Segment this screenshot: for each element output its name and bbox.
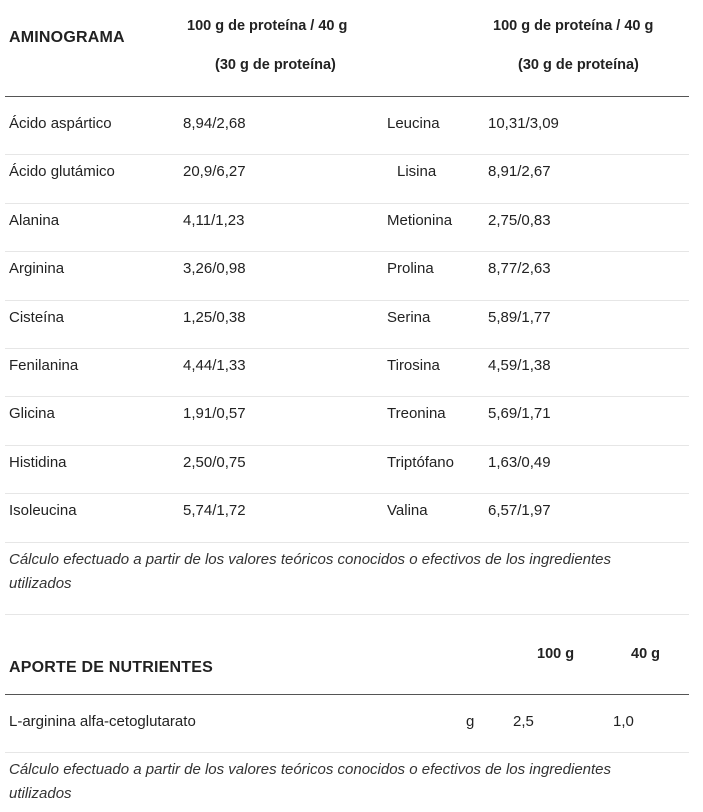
aporte-header-divider [5, 694, 689, 695]
aminograma-footnote: Cálculo efectuado a partir de los valores teóricos conocidos o efectivos de los ingredientes utilizados [9, 551, 612, 592]
row-divider [5, 752, 689, 753]
amino-name-right: Prolina [387, 260, 434, 277]
amino-name-left: Ácido glutámico [9, 163, 115, 180]
amino-value-right: 8,91/2,67 [488, 163, 551, 180]
amino-value-right: 8,77/2,63 [488, 260, 551, 277]
row-divider [5, 445, 689, 446]
amino-value-left: 4,44/1,33 [183, 357, 246, 374]
aporte-title: APORTE DE NUTRIENTES [9, 659, 214, 676]
amino-value-left: 5,74/1,72 [183, 502, 246, 519]
amino-name-right: Treonina [387, 405, 446, 422]
row-divider [5, 154, 689, 155]
aminograma-col2-header-line1: 100 g de proteína / 40 g [493, 18, 654, 34]
amino-name-right: Leucina [387, 115, 440, 132]
nutrient-value-100g: 2,5 [513, 713, 534, 730]
amino-name-left: Isoleucina [9, 502, 77, 519]
amino-value-right: 10,31/3,09 [488, 115, 559, 132]
amino-value-right: 4,59/1,38 [488, 357, 551, 374]
amino-value-right: 1,63/0,49 [488, 454, 551, 471]
amino-value-left: 20,9/6,27 [183, 163, 246, 180]
amino-name-right: Triptófano [387, 454, 454, 471]
aminograma-col2-header-line2: (30 g de proteína) [518, 57, 639, 73]
header-divider [5, 96, 689, 97]
amino-value-left: 1,25/0,38 [183, 309, 246, 326]
amino-value-right: 2,75/0,83 [488, 212, 551, 229]
aminograma-title: AMINOGRAMA [9, 29, 125, 46]
amino-value-left: 1,91/0,57 [183, 405, 246, 422]
amino-name-left: Fenilanina [9, 357, 79, 374]
amino-value-right: 6,57/1,97 [488, 502, 551, 519]
aminograma-col1-header-line2: (30 g de proteína) [215, 57, 336, 73]
amino-name-left: Glicina [9, 405, 55, 422]
amino-value-left: 2,50/0,75 [183, 454, 246, 471]
nutrient-unit: g [466, 713, 475, 730]
amino-value-left: 4,11/1,23 [183, 212, 245, 229]
amino-value-left: 3,26/0,98 [183, 260, 246, 277]
row-divider [5, 203, 689, 204]
amino-name-right: Metionina [387, 212, 453, 229]
row-divider [5, 396, 689, 397]
amino-name-left: Ácido aspártico [9, 115, 112, 132]
amino-name-left: Cisteína [9, 309, 65, 326]
row-divider [5, 493, 689, 494]
aminograma-col1-header-line1: 100 g de proteína / 40 g [187, 18, 348, 34]
amino-value-right: 5,89/1,77 [488, 309, 551, 326]
amino-name-right: Tirosina [387, 357, 440, 374]
nutrient-name: L-arginina alfa-cetoglutarato [9, 713, 196, 730]
amino-name-right: Serina [387, 309, 431, 326]
amino-name-right: Valina [387, 502, 428, 519]
nutrient-value-40g: 1,0 [613, 713, 634, 730]
row-divider [5, 348, 689, 349]
amino-value-right: 5,69/1,71 [488, 405, 551, 422]
section-divider [5, 614, 689, 615]
row-divider [5, 300, 689, 301]
amino-name-right: Lisina [397, 163, 437, 180]
row-divider [5, 251, 689, 252]
amino-name-left: Arginina [9, 260, 65, 277]
amino-name-left: Histidina [9, 454, 67, 471]
row-divider [5, 542, 689, 543]
aporte-footnote: Cálculo efectuado a partir de los valores teóricos conocidos o efectivos de los ingredientes utilizados [9, 761, 612, 802]
aporte-col-40g: 40 g [631, 646, 661, 662]
aporte-col-100g: 100 g [537, 646, 575, 662]
amino-name-left: Alanina [9, 212, 60, 229]
amino-value-left: 8,94/2,68 [183, 115, 246, 132]
